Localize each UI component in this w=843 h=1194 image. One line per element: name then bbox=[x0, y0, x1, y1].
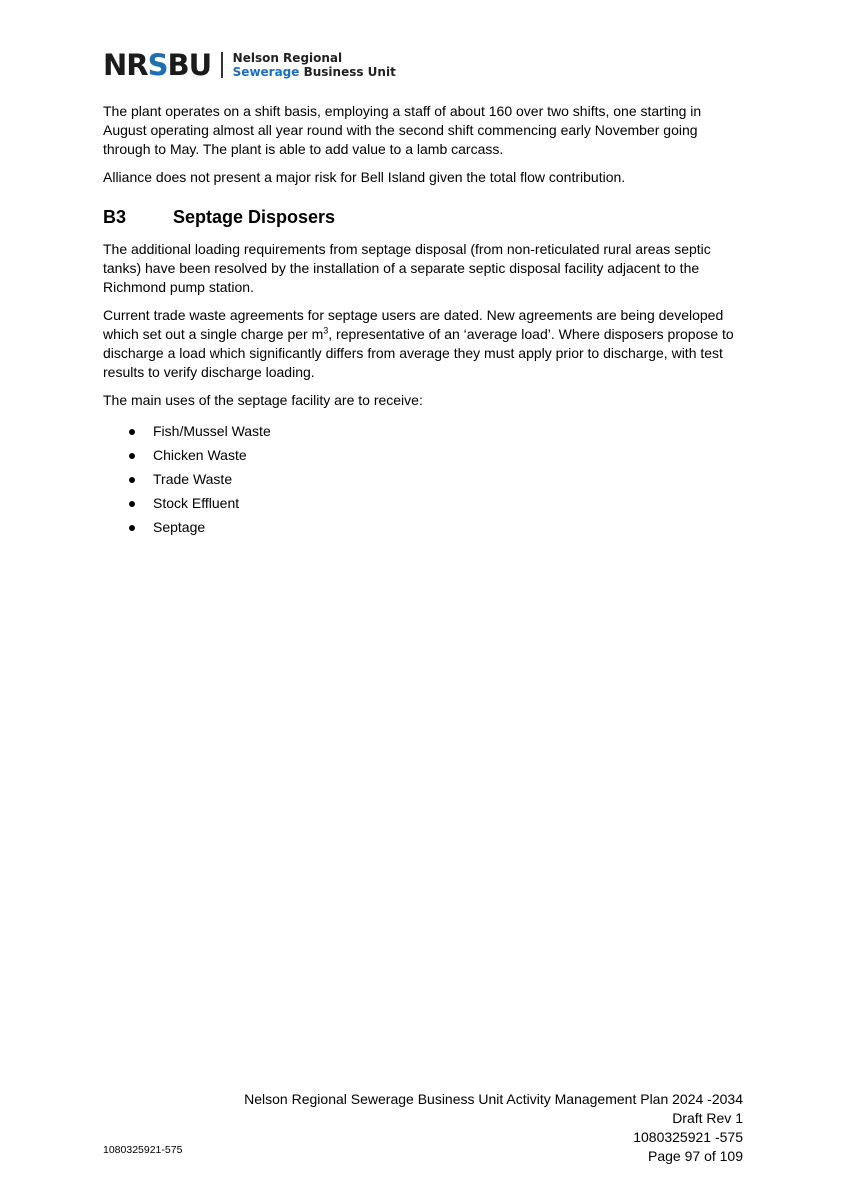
list-item-text: Chicken Waste bbox=[153, 447, 247, 463]
logo-line-2 bbox=[233, 65, 396, 79]
footer-plan-title: Nelson Regional Sewerage Business Unit Activity Management Plan 2024 -2034 bbox=[244, 1091, 743, 1107]
paragraph-shift-basis: The plant operates on a shift basis, employing a staff of about 160 over two shifts, one starting in August operating almost all year round with the second shift commencing early November going through to May. The plant is able to add value to a lamb carcass. bbox=[103, 103, 702, 157]
paragraph-alliance-risk: Alliance does not present a major risk for Bell Island given the total flow contribution. bbox=[103, 169, 626, 185]
logo-accent-letter: S bbox=[147, 48, 168, 82]
footer-page-number: Page 97 of 109 bbox=[648, 1148, 743, 1164]
bullet-icon bbox=[129, 501, 135, 507]
bullet-icon bbox=[129, 453, 135, 459]
list-item bbox=[103, 515, 743, 539]
footer-right bbox=[244, 1090, 743, 1166]
septage-uses-list bbox=[103, 419, 743, 539]
header-logo bbox=[103, 48, 396, 82]
footer-doc-ref: 1080325921 -575 bbox=[633, 1129, 743, 1145]
logo-prefix: NR bbox=[103, 48, 148, 82]
paragraph-loading-requirements: The additional loading requirements from septage disposal (from non-reticulated rural areas septic tanks) have been resolved by the installation of a separate septic disposal facility adjacent to the Richmond pump station. bbox=[103, 241, 711, 295]
document-body bbox=[103, 102, 743, 539]
section-title: Septage Disposers bbox=[173, 207, 336, 227]
logo-suffix: BU bbox=[167, 48, 212, 82]
paragraph-part-a: Current trade waste agreements for septage users are dated. New agreements are being developed which set out a single charge per m bbox=[103, 307, 724, 342]
paragraph-main-uses: The main uses of the septage facility are to receive: bbox=[103, 392, 423, 408]
list-item bbox=[103, 491, 743, 515]
nrsbu-logo-mark bbox=[103, 48, 211, 82]
list-item bbox=[103, 443, 743, 467]
section-heading bbox=[103, 206, 743, 228]
bullet-icon bbox=[129, 525, 135, 531]
logo-divider bbox=[221, 52, 223, 78]
bullet-icon bbox=[129, 477, 135, 483]
list-item bbox=[103, 419, 743, 443]
logo-line-2-accent: Sewerage bbox=[232, 65, 300, 79]
section-number: B3 bbox=[103, 207, 127, 227]
logo-line-2-rest: Business Unit bbox=[299, 65, 396, 79]
list-item-text: Trade Waste bbox=[153, 471, 233, 487]
logo-line-1: Nelson Regional bbox=[232, 51, 343, 65]
list-item-text: Fish/Mussel Waste bbox=[153, 423, 271, 439]
logo-text bbox=[233, 51, 396, 79]
footer-revision: Draft Rev 1 bbox=[672, 1110, 743, 1126]
list-item-text: Septage bbox=[153, 519, 206, 535]
list-item bbox=[103, 467, 743, 491]
bullet-icon bbox=[129, 429, 135, 435]
footer-doc-id: 1080325921-575 bbox=[103, 1144, 183, 1156]
paragraph-trade-waste-agreements bbox=[103, 306, 743, 382]
paragraph-part-b: , representative of an ‘average load’. Where disposers propose to discharge a load which significantly differs from average they must apply prior to discharge, with test results to verify discharge loading. bbox=[103, 326, 734, 380]
list-item-text: Stock Effluent bbox=[153, 495, 240, 511]
superscript: 3 bbox=[323, 325, 329, 336]
